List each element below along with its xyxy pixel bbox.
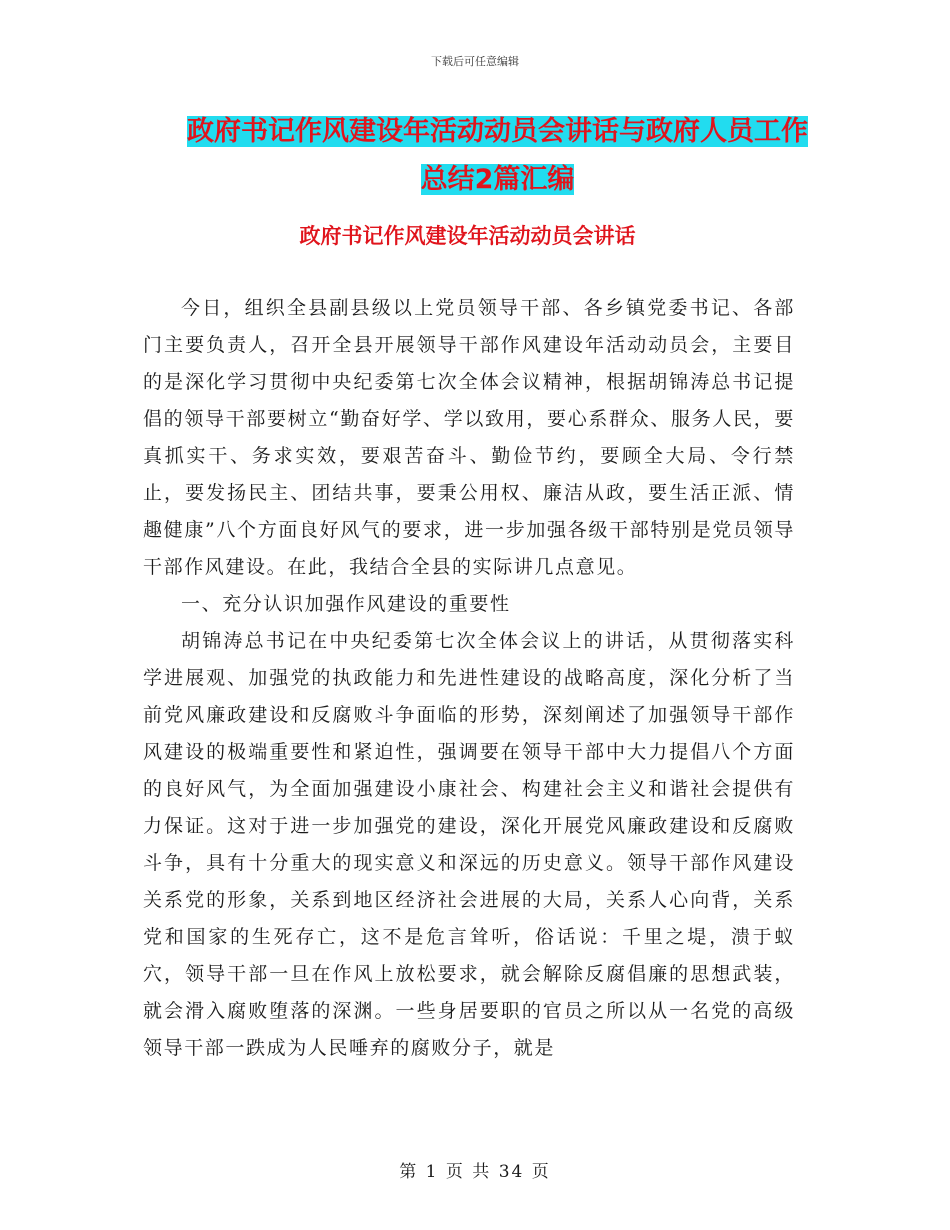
document-title-line-2: 总结2篇汇编 <box>420 164 575 195</box>
document-body <box>143 290 795 1067</box>
document-title-line-1: 政府书记作风建设年活动动员会讲话与政府人员工作 <box>187 116 808 147</box>
section-heading-1: 一、充分认识加强作风建设的重要性 <box>181 593 511 615</box>
page-number-footer: 第 1 页 共 34 页 <box>399 1162 551 1182</box>
page-header-note: 下载后可任意编辑 <box>431 55 519 68</box>
paragraph: 胡锦涛总书记在中央纪委第七次全体会议上的讲话，从贯彻落实科学进展观、加强党的执政能力和先进性建设的战略高度，深化分析了当前党风廉政建设和反腐败斗争面临的形势，深刻阐述了加强领导干部作风建设的极端重要性和紧迫性，强调要在领导干部中大力提倡八个方面的良好风气，为全面加强建设小康社会、构建社会主义和谐社会提供有力保证。这对于进一步加强党的建设，深化开展党风廉政建设和反腐败斗争，具有十分重大的现实意义和深远的历史意义。领导干部作风建设关系党的形象，关系到地区经济社会进展的大局，关系人心向背，关系党和国家的生死存亡，这不是危言耸听，俗话说：千里之堤，溃于蚁穴，领导干部一旦在作风上放松要求，就会解除反腐倡廉的思想武装，就会滑入腐败堕落的深渊。一些身居要职的官员之所以从一名党的高级领导干部一跌成为人民唾弃的腐败分子，就是 <box>143 630 795 1059</box>
section-title: 政府书记作风建设年活动动员会讲话 <box>299 224 636 248</box>
document-title <box>140 108 855 204</box>
paragraph: 今日，组织全县副县级以上党员领导干部、各乡镇党委书记、各部门主要负责人，召开全县开展领导干部作风建设年活动动员会，主要目的是深化学习贯彻中央纪委第七次全体会议精神，根据胡锦涛总书记提倡的领导干部要树立“勤奋好学、学以致用，要心系群众、服务人民，要真抓实干、务求实效，要艰苦奋斗、勤俭节约，要顾全大局、令行禁止，要发扬民主、团结共事，要秉公用权、廉洁从政，要生活正派、情趣健康”八个方面良好风气的要求，进一步加强各级干部特别是党员领导干部作风建设。在此，我结合全县的实际讲几点意见。 <box>143 297 795 578</box>
